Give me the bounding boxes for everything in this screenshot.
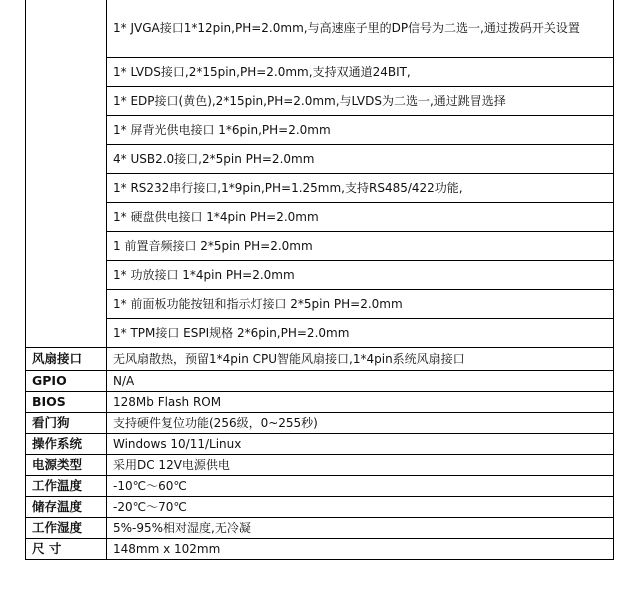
table-row [26, 116, 614, 145]
table-row [26, 455, 614, 476]
table-row [26, 290, 614, 319]
power-label: 电源类型 [26, 455, 107, 476]
table-row [26, 58, 614, 87]
table-row [26, 87, 614, 116]
power-value: 采用DC 12V电源供电 [107, 455, 614, 476]
watchdog-label: 看门狗 [26, 413, 107, 434]
table-row [26, 319, 614, 348]
spec-table [25, 0, 614, 560]
gpio-value: N/A [107, 371, 614, 392]
table-row [26, 392, 614, 413]
dimensions-label: 尺 寸 [26, 539, 107, 560]
table-row [26, 497, 614, 518]
table-row [26, 203, 614, 232]
table-row [26, 413, 614, 434]
fan-value: 无风扇散热，预留1*4pin CPU智能风扇接口,1*4pin系统风扇接口 [107, 348, 614, 371]
io-item: 1* 硬盘供电接口 1*4pin PH=2.0mm [107, 203, 614, 232]
bios-value: 128Mb Flash ROM [107, 392, 614, 413]
io-item: 1* 前面板功能按钮和指示灯接口 2*5pin PH=2.0mm [107, 290, 614, 319]
table-row [26, 539, 614, 560]
storage-temp-value: -20℃～70℃ [107, 497, 614, 518]
io-item: 1* TPM接口 ESPI规格 2*6pin,PH=2.0mm [107, 319, 614, 348]
io-item: 1* 屏背光供电接口 1*6pin,PH=2.0mm [107, 116, 614, 145]
io-label-cell [26, 0, 107, 348]
bios-label: BIOS [26, 392, 107, 413]
watchdog-value: 支持硬件复位功能(256级，0~255秒) [107, 413, 614, 434]
table-row [26, 174, 614, 203]
op-temp-label: 工作温度 [26, 476, 107, 497]
io-item: 1* 功放接口 1*4pin PH=2.0mm [107, 261, 614, 290]
humidity-value: 5%-95%相对湿度,无冷凝 [107, 518, 614, 539]
op-temp-value: -10℃～60℃ [107, 476, 614, 497]
io-item: 1 前置音频接口 2*5pin PH=2.0mm [107, 232, 614, 261]
os-value: Windows 10/11/Linux [107, 434, 614, 455]
io-item: 1* RS232串行接口,1*9pin,PH=1.25mm,支持RS485/422功能, [107, 174, 614, 203]
table-row [26, 145, 614, 174]
fan-label: 风扇接口 [26, 348, 107, 371]
io-item: 1* JVGA接口1*12pin,PH=2.0mm,与高速座子里的DP信号为二选一,通过拨码开关设置 [107, 0, 614, 58]
dimensions-value: 148mm x 102mm [107, 539, 614, 560]
table-row [26, 434, 614, 455]
humidity-label: 工作湿度 [26, 518, 107, 539]
gpio-label: GPIO [26, 371, 107, 392]
table-row [26, 371, 614, 392]
storage-temp-label: 储存温度 [26, 497, 107, 518]
table-row [26, 518, 614, 539]
io-item: 1* LVDS接口,2*15pin,PH=2.0mm,支持双通道24BIT, [107, 58, 614, 87]
table-row [26, 0, 614, 58]
table-row [26, 232, 614, 261]
table-row [26, 348, 614, 371]
io-item: 1* EDP接口(黄色),2*15pin,PH=2.0mm,与LVDS为二选一,通过跳冒选择 [107, 87, 614, 116]
table-row [26, 261, 614, 290]
table-row [26, 476, 614, 497]
io-item: 4* USB2.0接口,2*5pin PH=2.0mm [107, 145, 614, 174]
os-label: 操作系统 [26, 434, 107, 455]
